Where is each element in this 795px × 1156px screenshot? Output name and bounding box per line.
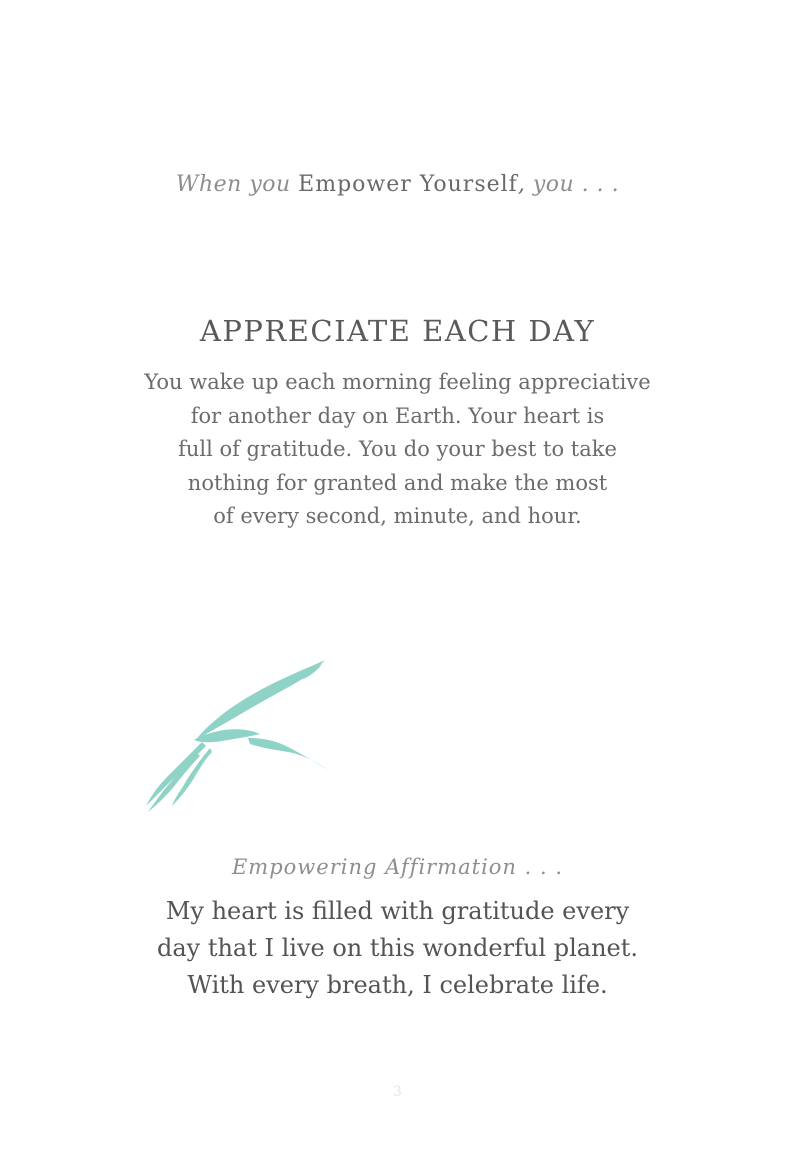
body-paragraph: [120, 366, 675, 534]
affirmation-line: day that I live on this wonderful planet.: [156, 934, 639, 962]
affirmation-line: With every breath, I celebrate life.: [187, 971, 608, 999]
bird-illustration-icon: [142, 656, 332, 816]
body-line: of every second, minute, and hour.: [213, 504, 582, 528]
body-line: nothing for granted and make the most: [187, 470, 608, 495]
series-tagline: [0, 172, 795, 197]
body-line: for another day on Earth. Your heart is: [190, 403, 605, 428]
tagline-part-3: ,: [517, 172, 526, 197]
tagline-part-1: When you: [175, 172, 291, 197]
affirmation-line: My heart is filled with gratitude every: [165, 897, 630, 925]
body-line: You wake up each morning feeling appreciative: [144, 370, 651, 394]
page-number: 3: [393, 1084, 402, 1100]
tagline-part-2: Empower Yourself: [298, 172, 518, 197]
affirmation-label: Empowering Affirmation . . .: [231, 855, 564, 879]
tagline-part-4: you . . .: [532, 172, 620, 197]
body-line: full of gratitude. You do your best to take: [178, 437, 617, 461]
affirmation-text: [110, 893, 685, 1004]
page-title: APPRECIATE EACH DAY: [199, 314, 596, 348]
